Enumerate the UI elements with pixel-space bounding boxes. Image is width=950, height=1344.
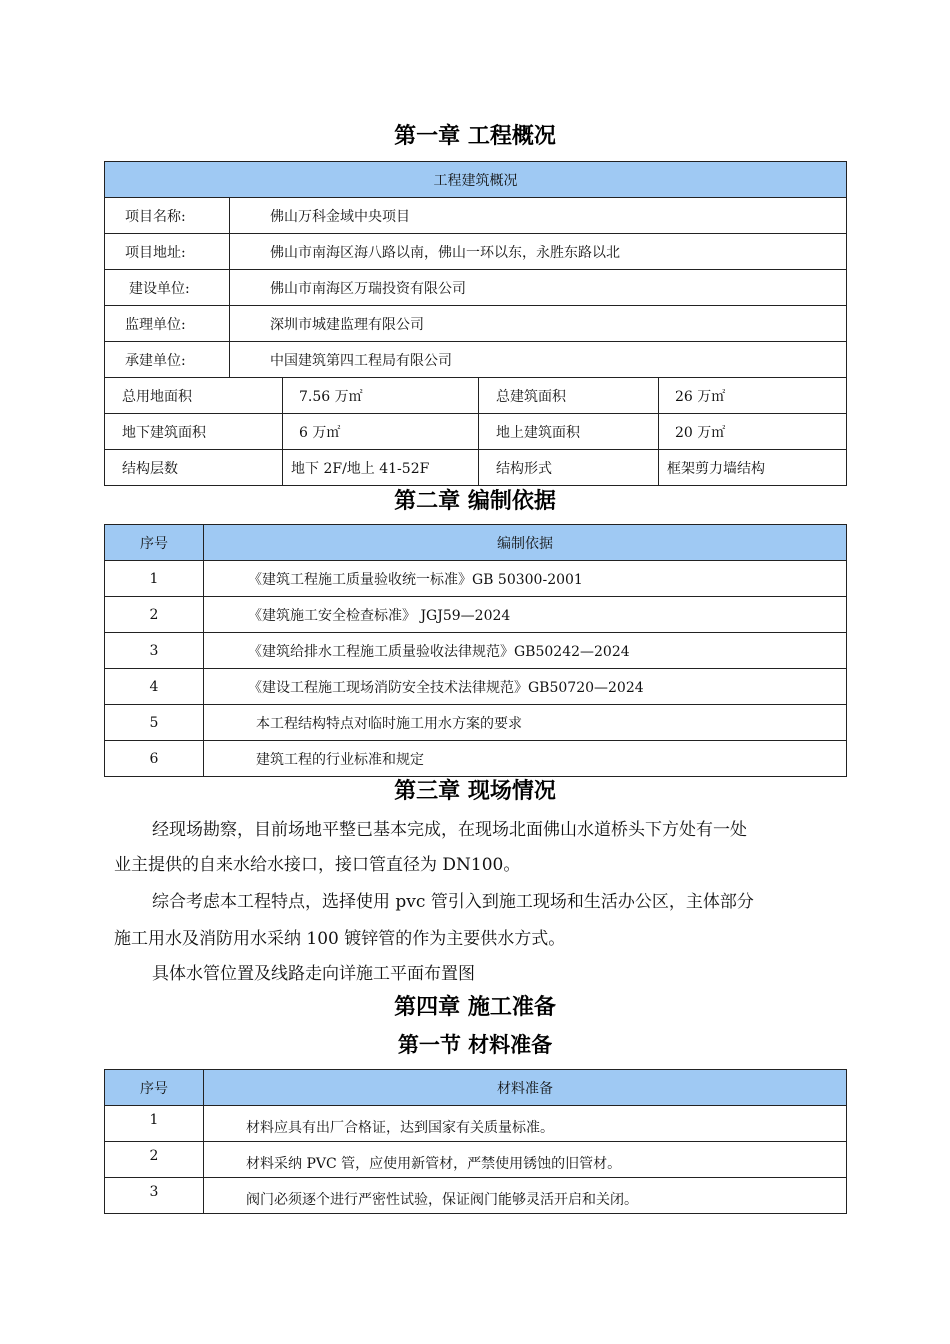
- row-number: 2: [105, 1142, 204, 1178]
- row-label: 项目地址:: [105, 234, 230, 270]
- grid-cell: 6 万㎡: [283, 414, 479, 450]
- grid-cell: 框架剪力墙结构: [659, 450, 847, 486]
- grid-cell: 结构层数: [105, 450, 283, 486]
- table-row: [105, 378, 847, 414]
- chapter-3-title: 第三章 现场情况: [394, 779, 556, 804]
- paragraph-1-line-1: 经现场勘察，目前场地平整已基本完成，在现场北面佛山水道桥头下方处有一处: [152, 820, 747, 840]
- row-value: 佛山市南海区海八路以南，佛山一环以东，永胜东路以北: [230, 234, 847, 270]
- paragraph-2-line-1: 综合考虑本工程特点，选择使用 pvc 管引入到施工现场和生活办公区，主体部分: [152, 892, 754, 912]
- overview-table-header: 工程建筑概况: [105, 162, 847, 198]
- section-1-title: 第一节 材料准备: [397, 1033, 553, 1057]
- table-row: [105, 342, 847, 378]
- row-value: 佛山市南海区万瑞投资有限公司: [230, 270, 847, 306]
- row-label: 监理单位:: [105, 306, 230, 342]
- table-row: [105, 741, 847, 777]
- table-header-row: [105, 1070, 847, 1106]
- row-text: 《建筑给排水工程施工质量验收法律规范》GB50242—2024: [204, 633, 847, 669]
- row-number: 2: [105, 597, 204, 633]
- table-row: [105, 633, 847, 669]
- table-header-row: [105, 162, 847, 198]
- row-text: 阀门必须逐个进行严密性试验，保证阀门能够灵活开启和关闭。: [204, 1178, 847, 1214]
- grid-cell: 总建筑面积: [479, 378, 659, 414]
- table-row: [105, 669, 847, 705]
- table-row: [105, 234, 847, 270]
- col-header-basis: 编制依据: [204, 525, 847, 561]
- grid-cell: 地上建筑面积: [479, 414, 659, 450]
- row-text: 材料采纳 PVC 管，应使用新管材，严禁使用锈蚀的旧管材。: [204, 1142, 847, 1178]
- table-row: [105, 597, 847, 633]
- col-header-materials: 材料准备: [204, 1070, 847, 1106]
- row-value: 深圳市城建监理有限公司: [230, 306, 847, 342]
- table-row: [105, 1178, 847, 1214]
- chapter-4-title: 第四章 施工准备: [394, 995, 556, 1020]
- row-number: 3: [105, 633, 204, 669]
- chapter-1-title: 第一章 工程概况: [394, 124, 556, 149]
- row-label: 项目名称:: [105, 198, 230, 234]
- col-header-no: 序号: [105, 525, 204, 561]
- grid-cell: 地下建筑面积: [105, 414, 283, 450]
- row-text: 本工程结构特点对临时施工用水方案的要求: [204, 705, 847, 741]
- row-number: 6: [105, 741, 204, 777]
- row-text: 《建筑工程施工质量验收统一标准》GB 50300-2001: [204, 561, 847, 597]
- row-label: 建设单位:: [105, 270, 230, 306]
- row-number: 1: [105, 1106, 204, 1142]
- grid-cell: 地下 2F/地上 41-52F: [283, 450, 479, 486]
- table-row: [105, 270, 847, 306]
- paragraph-2-line-2: 施工用水及消防用水采纳 100 镀锌管的作为主要供水方式。: [114, 929, 566, 949]
- table-row: [105, 561, 847, 597]
- table-row: [105, 450, 847, 486]
- table-row: [105, 306, 847, 342]
- chapter-2-title: 第二章 编制依据: [394, 489, 556, 514]
- basis-table: [104, 524, 847, 777]
- row-value: 中国建筑第四工程局有限公司: [230, 342, 847, 378]
- col-header-no: 序号: [105, 1070, 204, 1106]
- grid-cell: 26 万㎡: [659, 378, 847, 414]
- row-number: 4: [105, 669, 204, 705]
- row-text: 《建设工程施工现场消防安全技术法律规范》GB50720—2024: [204, 669, 847, 705]
- table-row: [105, 198, 847, 234]
- grid-cell: 7.56 万㎡: [283, 378, 479, 414]
- paragraph-3: 具体水管位置及线路走向详施工平面布置图: [152, 964, 475, 984]
- project-overview-table: [104, 161, 847, 486]
- row-number: 3: [105, 1178, 204, 1214]
- row-text: 《建筑施工安全检查标准》 JGJ59—2024: [204, 597, 847, 633]
- row-number: 1: [105, 561, 204, 597]
- table-row: [105, 414, 847, 450]
- row-number: 5: [105, 705, 204, 741]
- row-label: 承建单位:: [105, 342, 230, 378]
- grid-cell: 总用地面积: [105, 378, 283, 414]
- row-text: 材料应具有出厂合格证，达到国家有关质量标准。: [204, 1106, 847, 1142]
- table-row: [105, 1106, 847, 1142]
- row-text: 建筑工程的行业标准和规定: [204, 741, 847, 777]
- materials-table: [104, 1069, 847, 1214]
- paragraph-1-line-2: 业主提供的自来水给水接口，接口管直径为 DN100。: [114, 855, 521, 875]
- table-header-row: [105, 525, 847, 561]
- grid-cell: 结构形式: [479, 450, 659, 486]
- table-row: [105, 705, 847, 741]
- table-row: [105, 1142, 847, 1178]
- grid-cell: 20 万㎡: [659, 414, 847, 450]
- row-value: 佛山万科金域中央项目: [230, 198, 847, 234]
